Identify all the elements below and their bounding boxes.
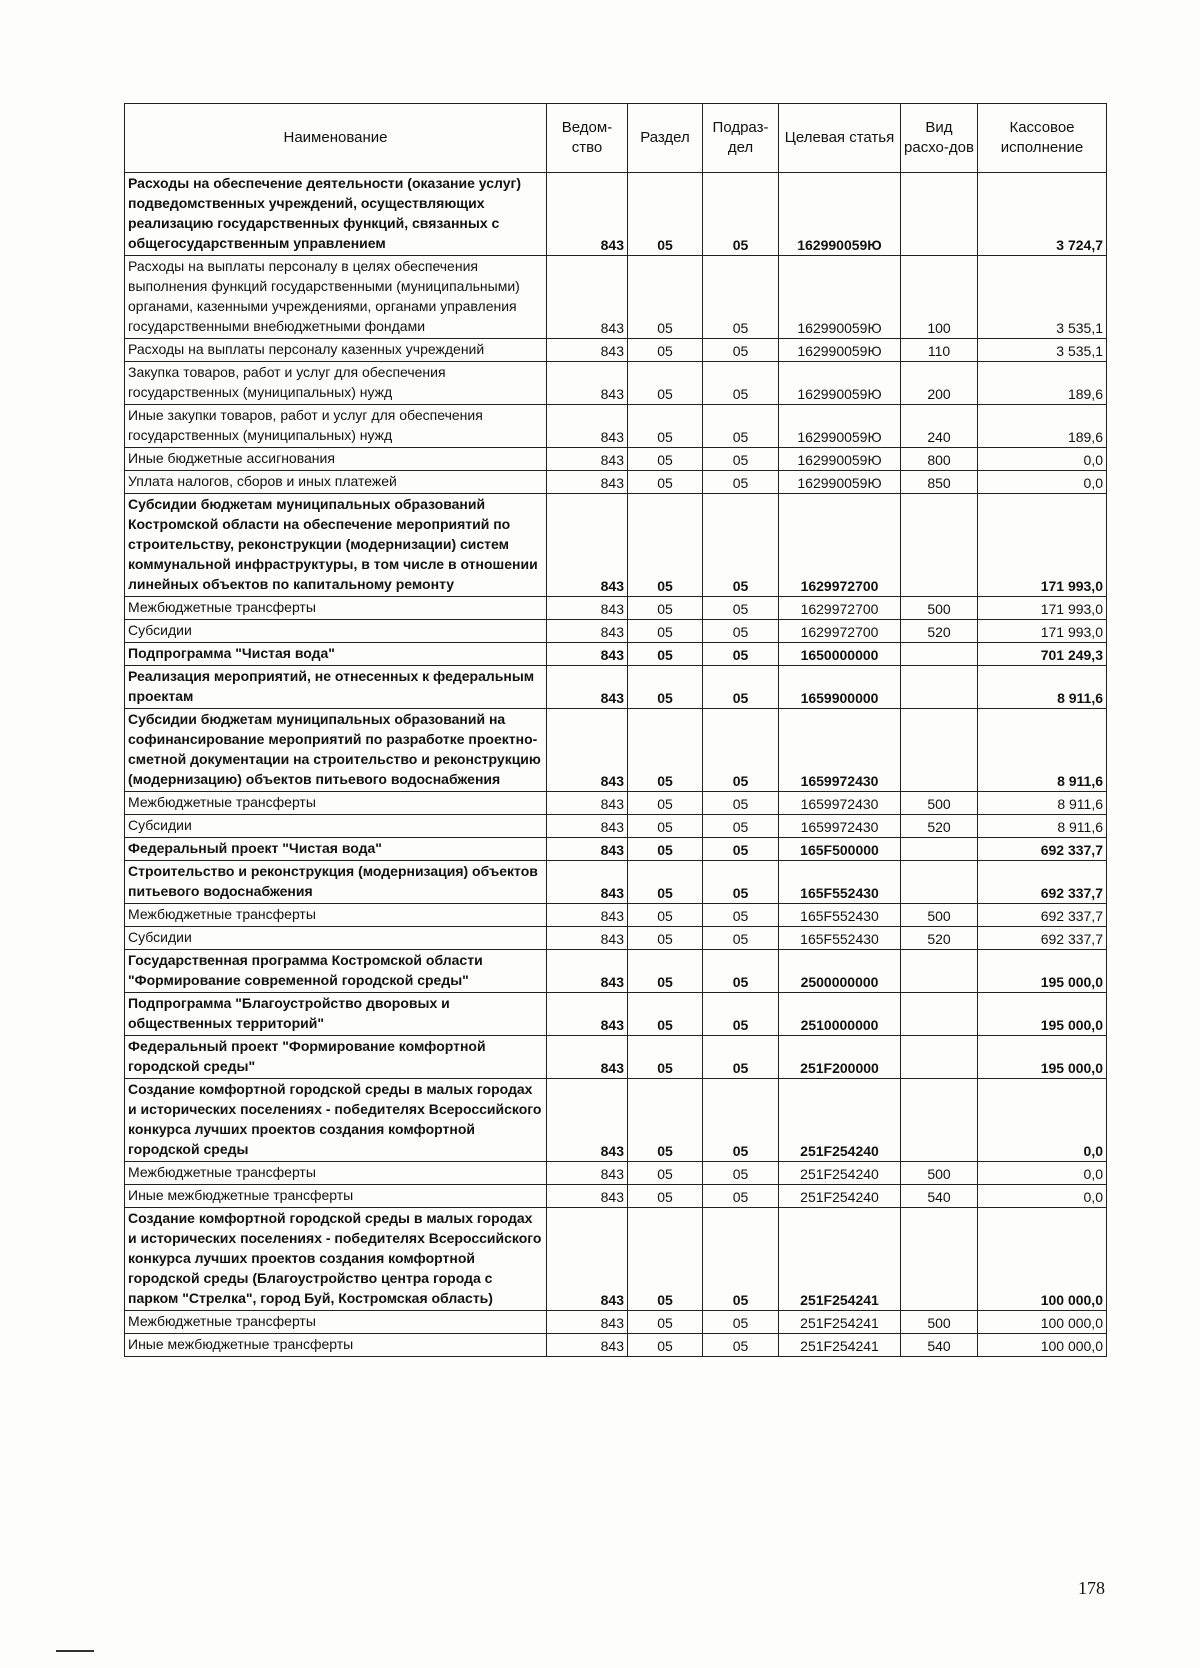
cell-section: 05: [628, 1079, 703, 1162]
cell-target: 165F500000: [779, 838, 901, 861]
cell-section: 05: [628, 950, 703, 993]
cell-subsection: 05: [703, 173, 779, 256]
cell-execution: 0,0: [978, 471, 1107, 494]
cell-section: 05: [628, 815, 703, 838]
cell-name: Федеральный проект "Формирование комфортной городской среды": [125, 1036, 547, 1079]
table-row: [125, 643, 1107, 666]
cell-dept: 843: [547, 448, 628, 471]
cell-execution: 8 911,6: [978, 666, 1107, 709]
cell-dept: 843: [547, 904, 628, 927]
header-dept: Ведом-ство: [547, 104, 628, 173]
cell-subsection: 05: [703, 256, 779, 339]
cell-section: 05: [628, 643, 703, 666]
budget-table: [124, 103, 1107, 1357]
cell-expense-type: [901, 666, 978, 709]
cell-execution: 0,0: [978, 1162, 1107, 1185]
cell-execution: 701 249,3: [978, 643, 1107, 666]
cell-section: 05: [628, 362, 703, 405]
cell-section: 05: [628, 448, 703, 471]
cell-execution: 0,0: [978, 448, 1107, 471]
cell-subsection: 05: [703, 709, 779, 792]
cell-target: 1659972430: [779, 792, 901, 815]
header-row: [125, 104, 1107, 173]
header-section: Раздел: [628, 104, 703, 173]
cell-expense-type: 520: [901, 927, 978, 950]
cell-subsection: 05: [703, 643, 779, 666]
cell-dept: 843: [547, 256, 628, 339]
cell-subsection: 05: [703, 904, 779, 927]
cell-expense-type: 500: [901, 904, 978, 927]
table-row: [125, 405, 1107, 448]
cell-subsection: 05: [703, 1334, 779, 1357]
cell-dept: 843: [547, 1185, 628, 1208]
cell-dept: 843: [547, 173, 628, 256]
cell-expense-type: [901, 643, 978, 666]
cell-section: 05: [628, 1162, 703, 1185]
cell-target: 162990059Ю: [779, 448, 901, 471]
cell-subsection: 05: [703, 1185, 779, 1208]
cell-dept: 843: [547, 709, 628, 792]
table-row: [125, 1036, 1107, 1079]
cell-name: Иные межбюджетные трансферты: [125, 1334, 547, 1357]
cell-section: 05: [628, 405, 703, 448]
cell-subsection: 05: [703, 448, 779, 471]
scan-mark: [56, 1650, 94, 1652]
cell-target: 162990059Ю: [779, 405, 901, 448]
table-body: [125, 173, 1107, 1357]
header-expense-type: Вид расхо-дов: [901, 104, 978, 173]
cell-name: Расходы на выплаты персоналу казенных учреждений: [125, 339, 547, 362]
cell-expense-type: [901, 838, 978, 861]
cell-execution: 195 000,0: [978, 993, 1107, 1036]
cell-target: 162990059Ю: [779, 362, 901, 405]
cell-target: 251F254240: [779, 1079, 901, 1162]
cell-dept: 843: [547, 643, 628, 666]
table-row: [125, 339, 1107, 362]
cell-execution: 0,0: [978, 1079, 1107, 1162]
cell-execution: 171 993,0: [978, 620, 1107, 643]
cell-expense-type: [901, 1079, 978, 1162]
cell-subsection: 05: [703, 838, 779, 861]
cell-target: 251F254241: [779, 1208, 901, 1311]
cell-name: Подпрограмма "Чистая вода": [125, 643, 547, 666]
cell-subsection: 05: [703, 1311, 779, 1334]
cell-subsection: 05: [703, 815, 779, 838]
cell-section: 05: [628, 993, 703, 1036]
cell-expense-type: 500: [901, 1162, 978, 1185]
cell-section: 05: [628, 471, 703, 494]
cell-subsection: 05: [703, 362, 779, 405]
cell-section: 05: [628, 666, 703, 709]
cell-subsection: 05: [703, 927, 779, 950]
cell-name: Закупка товаров, работ и услуг для обеспечения государственных (муниципальных) нужд: [125, 362, 547, 405]
cell-subsection: 05: [703, 950, 779, 993]
cell-expense-type: [901, 861, 978, 904]
header-name: Наименование: [125, 104, 547, 173]
cell-name: Расходы на выплаты персоналу в целях обеспечения выполнения функций государственными (муниципальными) органами, казенными учреждениями, органами управления государственными внебюджетными фондами: [125, 256, 547, 339]
cell-execution: 692 337,7: [978, 838, 1107, 861]
table-row: [125, 471, 1107, 494]
cell-subsection: 05: [703, 494, 779, 597]
cell-subsection: 05: [703, 666, 779, 709]
cell-expense-type: 240: [901, 405, 978, 448]
cell-subsection: 05: [703, 993, 779, 1036]
cell-name: Субсидии бюджетам муниципальных образований Костромской области на обеспечение мероприятий по строительству, реконструкции (модернизации) систем коммунальной инфраструктуры, в том числе в отношении линейных объектов по капитальному ремонту: [125, 494, 547, 597]
cell-execution: 100 000,0: [978, 1208, 1107, 1311]
table-row: [125, 1079, 1107, 1162]
cell-target: 162990059Ю: [779, 256, 901, 339]
cell-dept: 843: [547, 339, 628, 362]
cell-execution: 100 000,0: [978, 1334, 1107, 1357]
cell-section: 05: [628, 861, 703, 904]
table-row: [125, 1185, 1107, 1208]
cell-section: 05: [628, 1208, 703, 1311]
cell-dept: 843: [547, 362, 628, 405]
cell-target: 165F552430: [779, 927, 901, 950]
cell-dept: 843: [547, 405, 628, 448]
cell-target: 2510000000: [779, 993, 901, 1036]
cell-dept: 843: [547, 494, 628, 597]
cell-expense-type: 500: [901, 597, 978, 620]
cell-expense-type: [901, 993, 978, 1036]
cell-dept: 843: [547, 597, 628, 620]
cell-expense-type: 800: [901, 448, 978, 471]
cell-name: Иные бюджетные ассигнования: [125, 448, 547, 471]
cell-subsection: 05: [703, 597, 779, 620]
cell-target: 165F552430: [779, 861, 901, 904]
cell-section: 05: [628, 838, 703, 861]
cell-subsection: 05: [703, 471, 779, 494]
cell-section: 05: [628, 620, 703, 643]
cell-execution: 171 993,0: [978, 494, 1107, 597]
cell-section: 05: [628, 1036, 703, 1079]
table-row: [125, 815, 1107, 838]
cell-execution: 0,0: [978, 1185, 1107, 1208]
cell-name: Межбюджетные трансферты: [125, 904, 547, 927]
cell-section: 05: [628, 339, 703, 362]
header-execution: Кассовое исполнение: [978, 104, 1107, 173]
cell-subsection: 05: [703, 1208, 779, 1311]
cell-expense-type: 200: [901, 362, 978, 405]
cell-subsection: 05: [703, 405, 779, 448]
cell-target: 1650000000: [779, 643, 901, 666]
cell-name: Подпрограмма "Благоустройство дворовых и общественных территорий": [125, 993, 547, 1036]
cell-target: 1629972700: [779, 620, 901, 643]
cell-execution: 8 911,6: [978, 709, 1107, 792]
cell-name: Уплата налогов, сборов и иных платежей: [125, 471, 547, 494]
cell-expense-type: [901, 173, 978, 256]
cell-name: Реализация мероприятий, не отнесенных к федеральным проектам: [125, 666, 547, 709]
cell-execution: 8 911,6: [978, 815, 1107, 838]
cell-section: 05: [628, 792, 703, 815]
cell-name: Государственная программа Костромской области "Формирование современной городской среды": [125, 950, 547, 993]
cell-target: 162990059Ю: [779, 173, 901, 256]
cell-name: Федеральный проект "Чистая вода": [125, 838, 547, 861]
cell-subsection: 05: [703, 792, 779, 815]
table-row: [125, 256, 1107, 339]
cell-expense-type: [901, 1036, 978, 1079]
cell-subsection: 05: [703, 1036, 779, 1079]
cell-target: 2500000000: [779, 950, 901, 993]
table-row: [125, 620, 1107, 643]
cell-dept: 843: [547, 1079, 628, 1162]
cell-section: 05: [628, 1334, 703, 1357]
table-row: [125, 927, 1107, 950]
cell-name: Межбюджетные трансферты: [125, 1162, 547, 1185]
cell-dept: 843: [547, 792, 628, 815]
cell-execution: 692 337,7: [978, 904, 1107, 927]
cell-name: Иные закупки товаров, работ и услуг для обеспечения государственных (муниципальных) нужд: [125, 405, 547, 448]
cell-name: Расходы на обеспечение деятельности (оказание услуг) подведомственных учреждений, осуществляющих реализацию государственных функций, связанных с общегосударственным управлением: [125, 173, 547, 256]
cell-name: Создание комфортной городской среды в малых городах и исторических поселениях - победителях Всероссийского конкурса лучших проектов создания комфортной городской среды (Благоустройство центра города с парком "Стрелка", город Буй, Костромская область): [125, 1208, 547, 1311]
cell-target: 251F254241: [779, 1334, 901, 1357]
cell-target: 251F200000: [779, 1036, 901, 1079]
cell-name: Субсидии бюджетам муниципальных образований на софинансирование мероприятий по разработке проектно-сметной документации на строительство и реконструкцию (модернизацию) объектов питьевого водоснабжения: [125, 709, 547, 792]
cell-name: Строительство и реконструкция (модернизация) объектов питьевого водоснабжения: [125, 861, 547, 904]
cell-expense-type: 500: [901, 1311, 978, 1334]
cell-subsection: 05: [703, 1162, 779, 1185]
cell-dept: 843: [547, 1311, 628, 1334]
cell-execution: 8 911,6: [978, 792, 1107, 815]
cell-execution: 195 000,0: [978, 950, 1107, 993]
cell-dept: 843: [547, 1036, 628, 1079]
cell-expense-type: [901, 494, 978, 597]
cell-expense-type: 110: [901, 339, 978, 362]
cell-section: 05: [628, 927, 703, 950]
cell-target: 1629972700: [779, 494, 901, 597]
cell-section: 05: [628, 256, 703, 339]
cell-dept: 843: [547, 993, 628, 1036]
cell-target: 1659972430: [779, 709, 901, 792]
cell-execution: 692 337,7: [978, 861, 1107, 904]
table-row: [125, 950, 1107, 993]
cell-dept: 843: [547, 471, 628, 494]
cell-dept: 843: [547, 861, 628, 904]
cell-name: Субсидии: [125, 620, 547, 643]
cell-expense-type: 520: [901, 815, 978, 838]
page-number: 178: [1078, 1578, 1105, 1598]
cell-dept: 843: [547, 838, 628, 861]
cell-execution: 195 000,0: [978, 1036, 1107, 1079]
cell-name: Создание комфортной городской среды в малых городах и исторических поселениях - победителях Всероссийского конкурса лучших проектов создания комфортной городской среды: [125, 1079, 547, 1162]
table-row: [125, 1208, 1107, 1311]
cell-section: 05: [628, 173, 703, 256]
cell-expense-type: [901, 1208, 978, 1311]
cell-dept: 843: [547, 620, 628, 643]
cell-name: Межбюджетные трансферты: [125, 597, 547, 620]
table-row: [125, 709, 1107, 792]
cell-subsection: 05: [703, 861, 779, 904]
cell-name: Субсидии: [125, 815, 547, 838]
table-row: [125, 1311, 1107, 1334]
table-row: [125, 494, 1107, 597]
table-row: [125, 362, 1107, 405]
header-subsection: Подраз-дел: [703, 104, 779, 173]
cell-dept: 843: [547, 666, 628, 709]
cell-execution: 3 535,1: [978, 339, 1107, 362]
cell-expense-type: [901, 950, 978, 993]
table-row: [125, 448, 1107, 471]
cell-execution: 692 337,7: [978, 927, 1107, 950]
cell-section: 05: [628, 494, 703, 597]
cell-dept: 843: [547, 1162, 628, 1185]
header-target: Целевая статья: [779, 104, 901, 173]
cell-target: 251F254240: [779, 1162, 901, 1185]
cell-section: 05: [628, 1185, 703, 1208]
cell-expense-type: 100: [901, 256, 978, 339]
cell-name: Субсидии: [125, 927, 547, 950]
cell-target: 251F254240: [779, 1185, 901, 1208]
table-row: [125, 1162, 1107, 1185]
cell-section: 05: [628, 597, 703, 620]
cell-execution: 189,6: [978, 405, 1107, 448]
table-row: [125, 904, 1107, 927]
cell-expense-type: 850: [901, 471, 978, 494]
cell-target: 162990059Ю: [779, 339, 901, 362]
cell-dept: 843: [547, 950, 628, 993]
table-row: [125, 173, 1107, 256]
cell-subsection: 05: [703, 620, 779, 643]
table-row: [125, 861, 1107, 904]
cell-execution: 171 993,0: [978, 597, 1107, 620]
cell-expense-type: 520: [901, 620, 978, 643]
cell-section: 05: [628, 1311, 703, 1334]
cell-expense-type: 540: [901, 1185, 978, 1208]
cell-execution: 3 724,7: [978, 173, 1107, 256]
table-row: [125, 666, 1107, 709]
table-row: [125, 1334, 1107, 1357]
table-row: [125, 792, 1107, 815]
cell-name: Межбюджетные трансферты: [125, 1311, 547, 1334]
cell-target: 1629972700: [779, 597, 901, 620]
cell-target: 1659900000: [779, 666, 901, 709]
cell-dept: 843: [547, 927, 628, 950]
cell-target: 251F254241: [779, 1311, 901, 1334]
cell-section: 05: [628, 709, 703, 792]
cell-dept: 843: [547, 1334, 628, 1357]
cell-dept: 843: [547, 815, 628, 838]
cell-target: 162990059Ю: [779, 471, 901, 494]
cell-section: 05: [628, 904, 703, 927]
cell-expense-type: 500: [901, 792, 978, 815]
cell-dept: 843: [547, 1208, 628, 1311]
table-row: [125, 597, 1107, 620]
cell-subsection: 05: [703, 1079, 779, 1162]
cell-name: Иные межбюджетные трансферты: [125, 1185, 547, 1208]
cell-execution: 100 000,0: [978, 1311, 1107, 1334]
table-row: [125, 993, 1107, 1036]
cell-execution: 189,6: [978, 362, 1107, 405]
cell-name: Межбюджетные трансферты: [125, 792, 547, 815]
cell-target: 1659972430: [779, 815, 901, 838]
cell-target: 165F552430: [779, 904, 901, 927]
cell-subsection: 05: [703, 339, 779, 362]
cell-execution: 3 535,1: [978, 256, 1107, 339]
table-row: [125, 838, 1107, 861]
cell-expense-type: [901, 709, 978, 792]
cell-expense-type: 540: [901, 1334, 978, 1357]
